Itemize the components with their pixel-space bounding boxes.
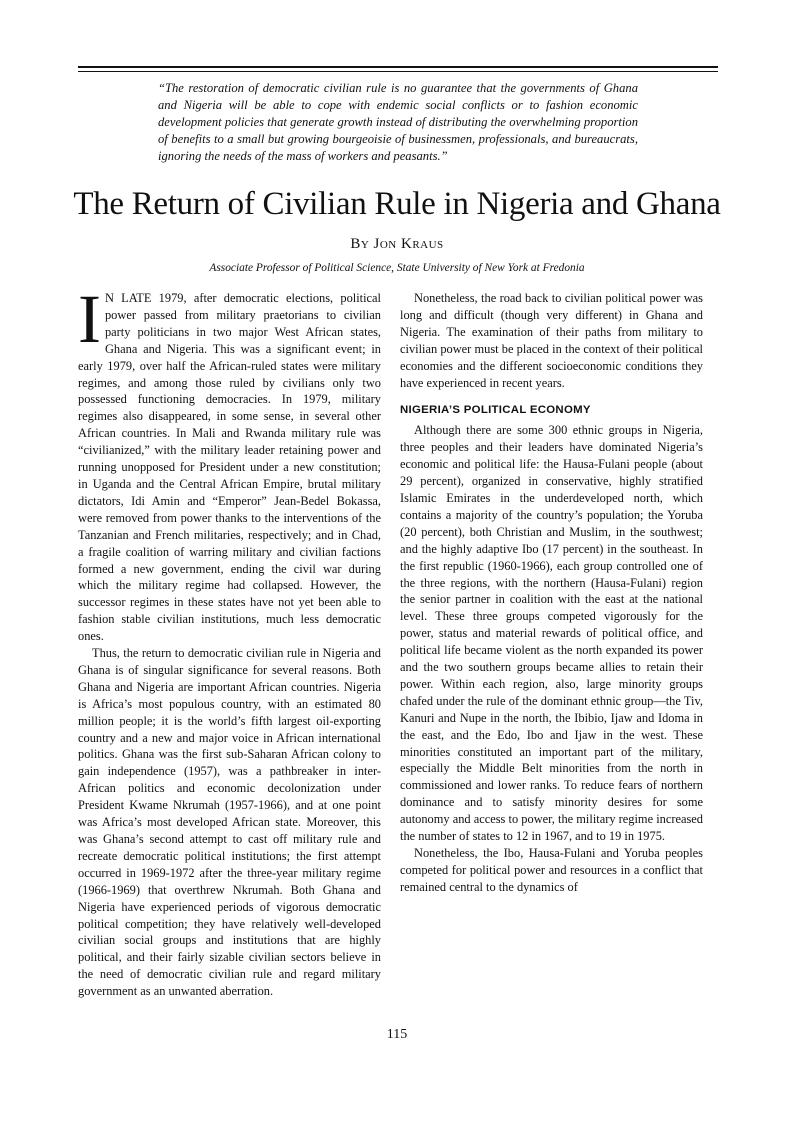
paragraph-3: Nonetheless, the road back to civilian political power was long and difficult (though very different) in Ghana and Nigeria. The examination of their paths from military to civilian power must be placed in the context of their political economies and the different socioeconomic conditions they have experienced in recent years.	[400, 291, 703, 390]
lead-in: N LATE 1979,	[104, 291, 187, 305]
header-rule-thick	[78, 66, 718, 68]
paragraph-4: Although there are some 300 ethnic groups in Nigeria, three peoples and their leaders have dominated Nigeria’s economic and political life: the Hausa-Fulani people (about 29 percent), organized in conservative, highly stratified Islamic Emirates in the underdeveloped north, which contains a majority of the country’s population; the Yoruba (20 percent), both Christian and Muslim, in the southwest; and the highly adaptive Ibo (17 percent) in the southeast. In the first republic (1960-1966), each group controlled one of the three regions, with the northern (Hausa-Fulani) region the senior partner in coalition with the east at the national level. These three groups competed vigorously for the power, status and material rewards of political office, and political life became violent as the north expanded its power and the two southern groups became allies to retain their power. Within each region, also, large minority groups chafed under the rule of the dominant ethnic group—the Tiv, Kanuri and Nupe in the north, the Ibibio, Ijaw and Idoma in the east, and the Edo, Ibo and Ijaw in the west. These minorities constituted an important part of the military, especially the Middle Belt minorities from the north in commissioned and lower ranks. To reduce fears of northern dominance and to satisfy minority desires for some autonomy and access to power, the military regime increased the number of states to 12 in 1967, and to 19 in 1975.	[400, 423, 703, 844]
header-rule-thin	[78, 71, 718, 72]
article-title: The Return of Civilian Rule in Nigeria and Ghana	[73, 186, 721, 222]
page-number: 115	[386, 1027, 408, 1042]
paragraph-2: Thus, the return to democratic civilian rule in Nigeria and Ghana is of singular significance for several reasons. Both Ghana and Nigeria are important African countries. Nigeria is Africa’s most populous country, with an estimated 80 million people; it is the world’s fifth largest oil-exporting country and a new and major voice in African international politics. Ghana was the first sub-Saharan African colony to gain independence (1957), was a pathbreaker in inter-African politics and economic decolonization under President Kwame Nkrumah (1957-1966), and at one point was Africa’s most developed African state. Moreover, this was Ghana’s second attempt to cast off military rule and recreate democratic political institutions; the first attempt occurred in 1969-1972 after the three-year military regime (1966-1969) that overthrew Nkrumah. Both Ghana and Nigeria have experienced periods of vigorous democratic political competition; they have relatively well-developed civilian social groups and institutions that are highly political, and their fairly sizable civilian sectors believe in the need of democratic civilian rule and regard military government as an unwanted aberration.	[78, 646, 381, 999]
author-affiliation: Associate Professor of Political Science, State University of New York at Fredonia	[209, 262, 585, 274]
right-column	[400, 290, 703, 896]
drop-cap: I	[78, 281, 101, 357]
section-heading: NIGERIA’S POLITICAL ECONOMY	[400, 404, 591, 417]
paragraph-1	[78, 281, 381, 645]
epigraph-quote: “The restoration of democratic civilian rule is no guarantee that the governments of Ghana and Nigeria will be able to cope with endemic social conflicts or to fashion economic development policies that generate growth instead of distributing the overwhelming proportion of benefits to a small but growing bourgeoisie of businessmen, professionals, and bureaucrats, ignoring the needs of the mass of workers and peasants.”	[158, 81, 638, 163]
left-column	[78, 281, 381, 1000]
paragraph-1-text: after democratic elections, political power passed from military praetorians to civilian party politicians in two major West African states, Ghana and Nigeria. This was a significant event; in early 1979, over half the African-ruled states were military regimes, and among those ruled by civilians only two possessed functioning democracies. In 1979, military regimes also disappeared, in some sense, in several other African countries. In Mali and Rwanda military rule was “civilianized,” with the military leader retaining power and running unopposed for President under a new constitution; in Uganda and the Central African Empire, brutal military dictators, Idi Amin and “Emperor” Jean-Bedel Bokassa, were removed from power thanks to the interventions of the Tanzanian and French militaries, respectively; and in Chad, a fragile coalition of warring military and civilian factions formed a new government, ending the civil war during which the military regime had collapsed. However, the successor regimes in these states have not yet been able to fashion stable civilian institutions, much less democratic ones.	[78, 291, 381, 644]
author-byline: By Jon Kraus	[350, 236, 444, 252]
paragraph-5: Nonetheless, the Ibo, Hausa-Fulani and Yoruba peoples competed for political power and resources in a conflict that remained central to the dynamics of	[400, 846, 703, 894]
